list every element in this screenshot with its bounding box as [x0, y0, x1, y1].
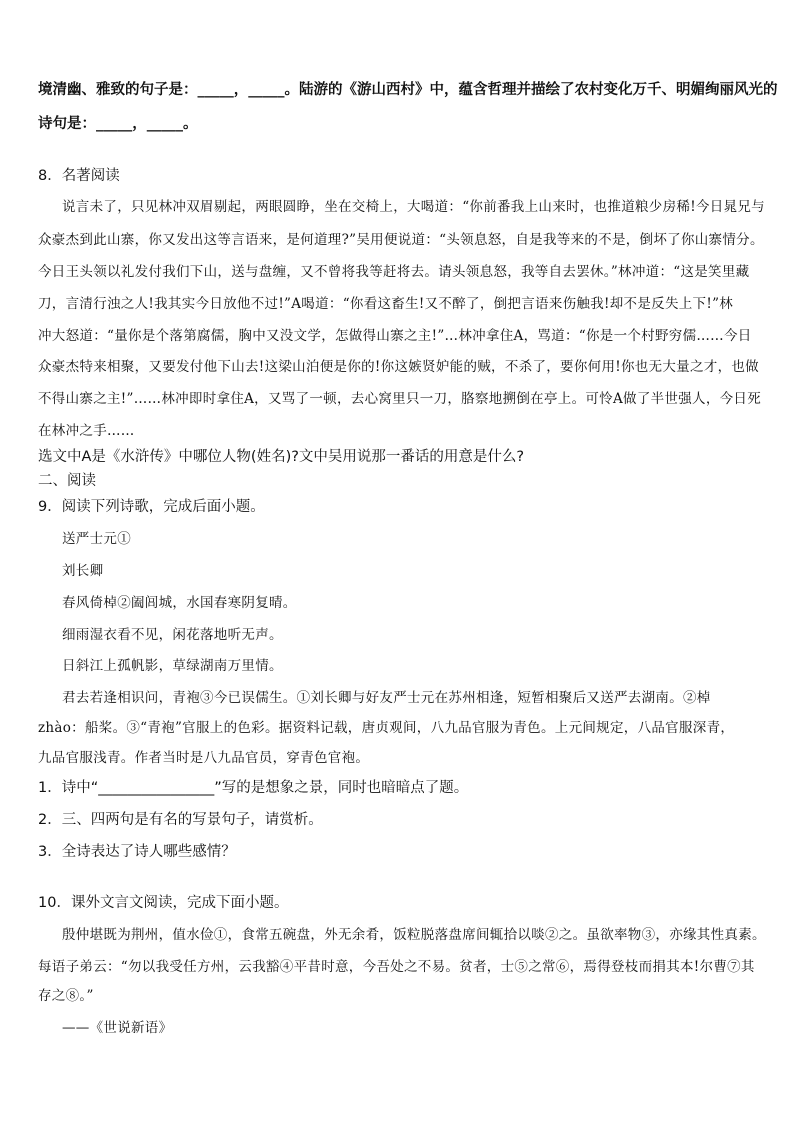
q10-passage-line: 每语子弟云：“勿以我受任方州，云我豁④平昔时意，今吾处之不易。贫者，士⑤之常⑥，焉得登枝而捐其本!尔曹⑦其	[38, 959, 755, 975]
q10-heading: 10．课外文言文阅读，完成下面小题。	[38, 895, 289, 911]
poem-notes-line: 君去若逢相识问，青袍③今已误儒生。①刘长卿与好友严士元在苏州相逢，短暂相聚后又送严去湖南。②棹	[62, 690, 711, 706]
q9-subquestion-3: 3．全诗表达了诗人哪些感情？	[38, 844, 236, 860]
q8-passage-line: 今日王头领以礼发付我们下山，送与盘缠，又不曾将我等赶将去。请头领息怒，我等自去罢休。”林冲道：“这是笑里藏	[38, 264, 750, 280]
poem-line: 春风倚棹②阖闾城，水国春寒阴复晴。	[62, 595, 297, 611]
q7-text-line-1: 境清幽、雅致的句子是：_____，_____。陆游的《游山西村》中，蕴含哲理并描绘了农村变化万千、明媚绚丽风光的	[38, 82, 778, 98]
q9-subquestion-2: 2．三、四两句是有名的写景句子，请赏析。	[38, 812, 323, 828]
q8-passage-line: 冲大怒道：“量你是个落第腐儒，胸中又没文学，怎做得山寨之主!”…林冲拿住A，骂道：“你是一个村野穷儒……今日	[38, 328, 752, 344]
q8-passage-line: 说言未了，只见林冲双眉剔起，两眼圆睁，坐在交椅上，大喝道：“你前番我上山来时，也推道粮少房稀!今日晁兄与	[62, 199, 765, 215]
poem-line: 细雨湿衣看不见，闲花落地听无声。	[62, 627, 283, 643]
q8-passage-line: 不得山寨之主!”……林冲即时拿住A，又骂了一顿，去心窝里只一刀，胳察地搠倒在亭上。可怜A做了半世强人，今日死	[38, 391, 762, 407]
poem-author: 刘长卿	[62, 563, 104, 579]
q8-passage-line: 刀，言清行浊之人!我其实今日放他不过!”A喝道：“你看这畜生!又不醉了，倒把言语来伤触我!却不是反失上下!”林	[38, 296, 734, 312]
q8-passage-line: 在林冲之手……	[38, 423, 135, 439]
q10-passage-line: 殷仲堪既为荆州，值水俭①，食常五碗盘，外无余肴，饭粒脱落盘席间辄拾以啖②之。虽欲率物③，亦缘其性真素。	[62, 927, 766, 943]
q8-question: 选文中A是《水浒传》中哪位人物(姓名)?文中吴用说那一番话的用意是什么?	[38, 449, 525, 465]
poem-notes-line: zhào：船桨。③“青袍”官服上的色彩。据资料记载，唐贞观间，八九品官服为青色。上元间规定，八品官服深青，	[38, 720, 735, 736]
poem-title: 送严士元①	[62, 531, 131, 547]
q9-heading: 9．阅读下列诗歌，完成后面小题。	[38, 499, 265, 515]
q9-subquestion-1: 1．诗中“________________”写的是想象之景，同时也暗暗点了题。	[38, 780, 469, 796]
q8-heading: 8．名著阅读	[38, 168, 120, 184]
poem-notes-line: 九品官服浅青。作者当时是八九品官员，穿青色官袍。	[38, 750, 370, 766]
poem-line: 日斜江上孤帆影，草绿湖南万里情。	[62, 658, 283, 674]
q8-passage-line: 众豪杰特来相聚，又要发付他下山去!这梁山泊便是你的!你这嫉贤妒能的贼，不杀了，要你何用!你也无大量之才，也做	[38, 359, 759, 375]
q7-text-line-2: 诗句是：_____，_____。	[38, 116, 198, 132]
q10-passage-line: 存之⑧。”	[38, 988, 94, 1004]
q8-passage-line: 众豪杰到此山寨，你又发出这等言语来，是何道理?”吴用便说道：“头领息怒，自是我等来的不是，倒坏了你山寨情分。	[38, 232, 764, 248]
section-heading: 二、阅读	[38, 473, 96, 489]
q10-source: ——《世说新语》	[62, 1020, 173, 1036]
